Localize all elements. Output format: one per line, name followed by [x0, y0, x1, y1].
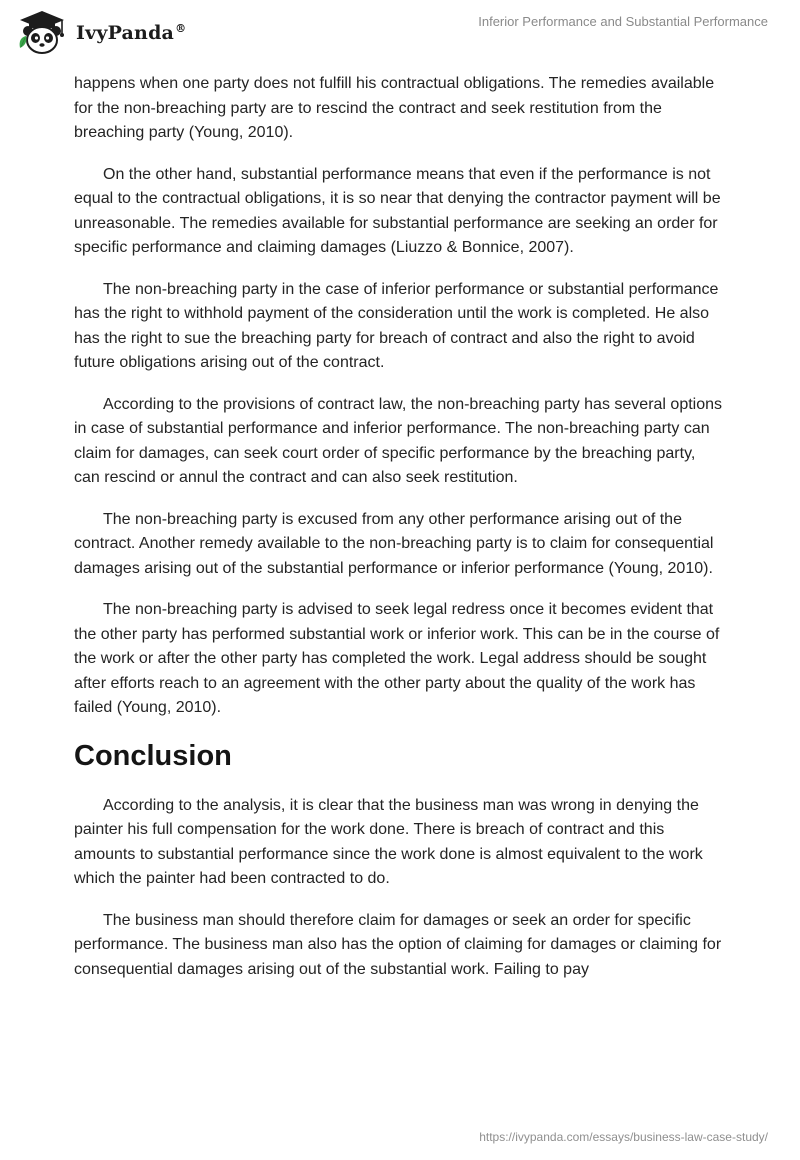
paragraph: On the other hand, substantial performance means that even if the performance is not equal to the contractual obligations, it is so near that denying the contractor payment will be unreasonable. The remedies available for substantial performance are seeking an order for specific performance and claiming damages (Liuzzo & Bonnice, 2007).	[74, 165, 721, 256]
ivypanda-logo[interactable]	[14, 8, 186, 56]
brand-name: IvyPanda®	[76, 22, 187, 44]
paragraph: The non-breaching party is excused from any other performance arising out of the contract. Another remedy available to the non-breaching party is to claim for consequential damages arising out of the substantial performance or inferior performance (Young, 2010).	[74, 510, 714, 577]
conclusion-heading: Conclusion	[74, 739, 232, 772]
source-url[interactable]: https://ivypanda.com/essays/business-law-case-study/	[479, 1130, 768, 1144]
panda-graduate-icon	[14, 8, 70, 56]
paragraph: According to the provisions of contract law, the non-breaching party has several options in case of substantial performance and inferior performance. The non-breaching party can claim for damages, can seek court order of specific performance by the breaching party, can rescind or annul the contract and can also seek restitution.	[74, 395, 723, 486]
paragraph: The non-breaching party in the case of inferior performance or substantial performance has the right to withhold payment of the consideration until the work is completed. He also has the right to sue the breaching party for breach of contract and also the right to avoid future obligations arising out of the contract.	[74, 280, 719, 371]
paragraph: The business man should therefore claim for damages or seek an order for specific performance. The business man also has the option of claiming for damages or claiming for consequential damages arising out of the substantial work. Failing to pay	[74, 911, 722, 978]
paragraph: The non-breaching party is advised to seek legal redress once it becomes evident that the other party has performed substantial work or inferior work. This can be in the course of the work or after the other party has completed the work. Legal address should be sought after efforts reach to an agreement with the other party about the quality of the work has failed (Young, 2010).	[74, 601, 720, 716]
paragraph: According to the analysis, it is clear that the business man was wrong in denying the painter his full compensation for the work done. There is breach of contract and this amounts to substantial performance since the work done is almost equivalent to the work which the painter had been contracted to do.	[74, 796, 703, 887]
document-title: Inferior Performance and Substantial Performance	[478, 14, 768, 29]
paragraph-continued: happens when one party does not fulfill his contractual obligations. The remedies available for the non-breaching party are to rescind the contract and seek restitution from the breaching party (Young, 2010).	[74, 75, 715, 141]
page-header	[0, 0, 800, 62]
registered-mark: ®	[175, 22, 187, 35]
essay-content	[74, 72, 724, 999]
